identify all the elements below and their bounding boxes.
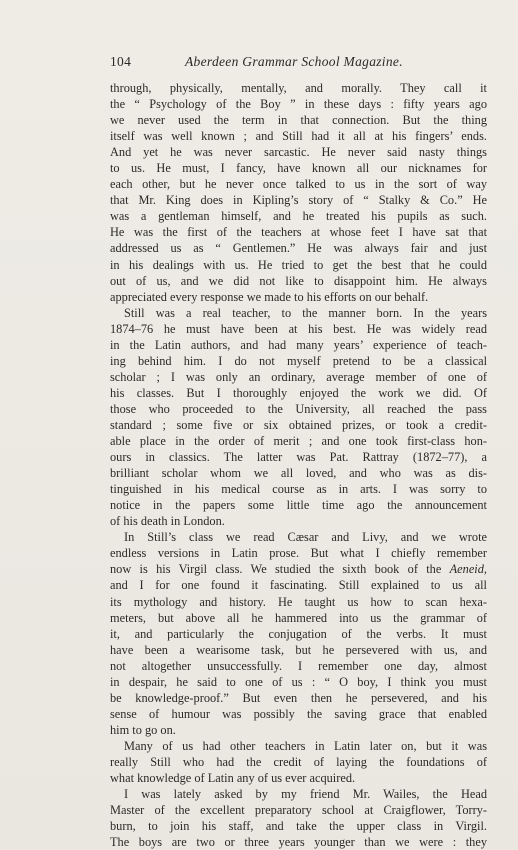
text-line: brilliant scholar whom we all loved, and who was as dis-	[110, 466, 487, 481]
text-line: Many of us had other teachers in Latin later on, but it was	[124, 738, 487, 753]
text-line: burn, to join his staff, and take the upper class in Virgil.	[110, 819, 487, 834]
text-line: able place in the order of merit ; and one took first-class hon-	[110, 434, 487, 449]
text-line: appreciated every response we made to his efforts on our behalf.	[110, 289, 429, 304]
text-line: notice in the papers some little time ago the announcement	[110, 498, 487, 513]
text-line: And yet he was never sarcastic. He never said nasty things	[110, 145, 487, 160]
text-line: In Still’s class we read Cæsar and Livy, and we wrote	[124, 530, 487, 545]
text-line: him to go on.	[110, 722, 176, 737]
text-line: in despair, he said to one of us : “ O boy, I think you must	[110, 674, 487, 689]
text-line: and I for one found it fascinating. Still explained to us all	[110, 578, 487, 593]
text-line: it, and particularly the conjugation of the verbs. It must	[110, 626, 487, 641]
text-line: have been a wearisome task, but he persevered with us, and	[110, 642, 487, 657]
text-line: The boys are two or three years younger than we were : they	[110, 835, 487, 850]
text-line: we never used the term in that connection. But the thing	[110, 113, 487, 128]
text-line: in the Latin authors, and had many years’ experience of teach-	[110, 337, 487, 352]
text-line: his classes. But I thoroughly enjoyed the work we did. Of	[110, 385, 487, 400]
text-line: its mythology and history. He taught us how to scan hexa-	[110, 594, 487, 609]
paragraph	[110, 305, 487, 530]
text-line: out of us, and we did not like to disappoint him. He always	[110, 273, 487, 288]
text-line: 1874–76 he must have been at his best. He was widely read	[110, 321, 487, 336]
text-line: that Mr. King does in Kipling’s story of “ Stalky & Co.” He	[110, 193, 487, 208]
text-line: ing behind him. I do not myself pretend to be a classical	[110, 353, 487, 368]
text-line: endless versions in Latin prose. But what I chiefly remember	[110, 546, 487, 561]
page-number: 104	[110, 54, 132, 69]
text-line: not altogether unsuccessfully. I remember one day, almost	[110, 658, 487, 673]
italic-title: Aeneid	[449, 562, 484, 577]
text-line: itself was well known ; and Still had it all at his fingers’ ends.	[110, 129, 487, 144]
text-line: scholar ; I was only an ordinary, average member of one of	[110, 369, 487, 384]
running-title: Aberdeen Grammar School Magazine.	[185, 54, 403, 69]
text-line: He was the first of the teachers at whose feet I have sat that	[110, 225, 487, 240]
text-line: be knowledge-proof.” But even then he persevered, and his	[110, 690, 487, 705]
text-line: Master of the excellent preparatory school at Craigflower, Torry-	[110, 803, 487, 818]
paragraph	[110, 738, 487, 786]
text-line: I was lately asked by my friend Mr. Wailes, the Head	[124, 787, 487, 802]
text-line: the “ Psychology of the Boy ” in these days : fifty years ago	[110, 97, 487, 112]
text-line: was a gentleman himself, and he treated his pupils as such.	[110, 209, 487, 224]
paragraph	[110, 529, 487, 738]
text-line: through, physically, mentally, and morally. They call it	[110, 81, 487, 95]
text-line: addressed us as “ Gentlemen.” He was always fair and just	[110, 241, 487, 256]
text-line: sense of humour was possibly the saving grace that enabled	[110, 706, 487, 721]
text-line: in his dealings with us. He tried to get the best that he could	[110, 257, 487, 272]
page-header	[110, 52, 490, 72]
paragraph	[110, 786, 487, 850]
text-line: to us. He must, I fancy, have known all our nicknames for	[110, 161, 487, 176]
article-body	[110, 80, 487, 850]
text-line: each other, but he never once talked to us in the sort of way	[110, 177, 487, 192]
text-line: meters, but above all he hammered into us the grammar of	[110, 610, 487, 625]
text-line: ours in classics. The latter was Pat. Rattray (1872–77), a	[110, 450, 487, 465]
text-line: Still was a real teacher, to the manner born. In the years	[124, 305, 487, 320]
text-line: standard ; some five or six obtained prizes, or took a credit-	[110, 417, 487, 432]
text-line: those who proceeded to the University, all reached the pass	[110, 401, 487, 416]
text-line: now is his Virgil class. We studied the sixth book of the Aeneid,	[110, 562, 487, 577]
text-line: really Still who had the credit of laying the foundations of	[110, 754, 487, 769]
paragraph	[110, 80, 487, 305]
text-line: of his death in London.	[110, 514, 225, 529]
text-line: what knowledge of Latin any of us ever acquired.	[110, 771, 356, 786]
text-line: tinguished in his medical course as in arts. I was sorry to	[110, 482, 487, 497]
